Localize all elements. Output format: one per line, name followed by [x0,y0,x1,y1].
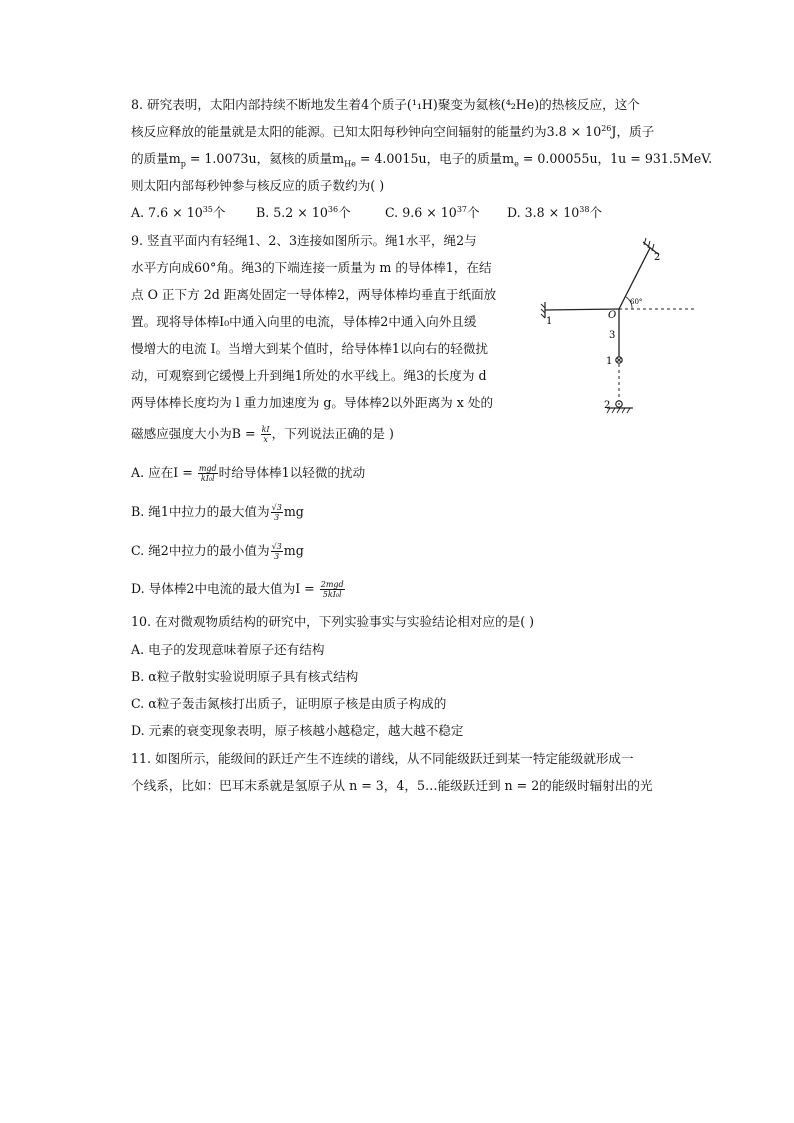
q8-line1: 8. 研究表明，太阳内部持续不断地发生着4个质子(¹₁H)聚变为氦核(⁴₂He)的热核反应，这个 [131,97,640,112]
q9-line5: 慢增大的电流 I。当增大到某个值时，给导体棒1以向右的轻微扰 [131,341,489,356]
q9-line1: 9. 竖直平面内有轻绳1、2、3连接如图所示。绳1水平，绳2与 [131,233,477,248]
q8-question: 则太阳内部每秒钟参与核反应的质子数约为( ) [131,178,385,193]
label-angle: 60° [630,298,643,306]
label-rope-3: 3 [609,330,616,341]
q9-line4: 置。现将导体棒I₀中通入向里的电流，导体棒2中通入向外且缓 [131,314,477,329]
q8-option-a: A. $7.6 \times 10^{35}$个 [131,204,226,220]
q11-line2: 个线系，比如：巴耳末系就是氢原子从 n = 3，4，5…能级跃迁到 n = 2的能级时辐射出的光 [131,778,653,793]
q9-line2: 水平方向成60°角。绳3的下端连接一质量为 m 的导体棒1，在结 [131,260,492,275]
q10-option-d: D. 元素的衰变现象表明，原子核越小越稳定，越大越不稳定 [131,723,464,738]
q10-option-b: B. α粒子散射实验说明原子具有核式结构 [131,669,359,684]
q9-figure [540,236,700,418]
b-field-fraction: $\frac{kI}{x}$ [261,425,270,444]
q9-line6: 动，可观察到它缓慢上升到绳1所处的水平线上。绳3的长度为 d [131,368,487,383]
label-rod-2: 2 [604,400,611,411]
q9-option-c: C. 绳2中拉力的最小值为 $\frac{√3}{3}$ mg [131,542,304,561]
q9-line3: 点 O 正下方 2d 距离处固定一导体棒2，两导体棒均垂直于纸面放 [131,287,497,302]
label-rod-1: 1 [606,356,613,367]
q8-option-c: C. $9.6 \times 10^{37}$个 [385,204,480,220]
q10-stem: 10. 在对微观物质结构的研究中，下列实验事实与实验结论相对应的是( ) [131,614,535,629]
q11-line1: 11. 如图所示，能级间的跃迁产生不连续的谱线，从不同能级跃迁到某一特定能级就形成一 [131,751,634,766]
q9-line8: 磁感应强度大小为B = $\frac{kI}{x}$ ，下列说法正确的是 ) [131,425,394,444]
q10-option-a: A. 电子的发现意味着原子还有结构 [131,642,325,657]
q8-option-b: B. $5.2 \times 10^{36}$个 [256,204,351,220]
q8-line2: 核反应释放的能量就是太阳的能源。已知太阳每秒钟向空间辐射的能量约为$3.8 \times 10^{26}J$，质子 [131,123,655,139]
q9-option-a: A. 应在I = $\frac{\text{mgd}}{\text{kI₀l}}$ 时给导体棒1以轻微的扰动 [131,464,366,483]
q10-option-c: C. α粒子轰击氮核打出质子，证明原子核是由质子构成的 [131,696,447,711]
q8-option-d: D. $3.8 \times 10^{38}$个 [507,204,603,220]
q9-line7: 两导体棒长度均为 l 重力加速度为 g。导体棒2以外距离为 x 处的 [131,395,494,410]
q9-option-b: B. 绳1中拉力的最大值为 $\frac{√3}{3}$ mg [131,503,304,522]
q9-option-d: D. 导体棒2中电流的最大值为I = $\frac{\text{2mgd}}{\text{5kI₀l}}$ [131,580,344,599]
q8-line3: 的质量$m_p = 1.0073u$，氦核的质量$m_{He} = 4.0015u$，电子的质量$m_e = 0.00055u$，1u = 931.5MeV. [131,151,713,169]
label-rope-1: 1 [546,316,553,327]
label-rope-2: 2 [654,252,661,263]
label-node-o: O [608,310,617,321]
